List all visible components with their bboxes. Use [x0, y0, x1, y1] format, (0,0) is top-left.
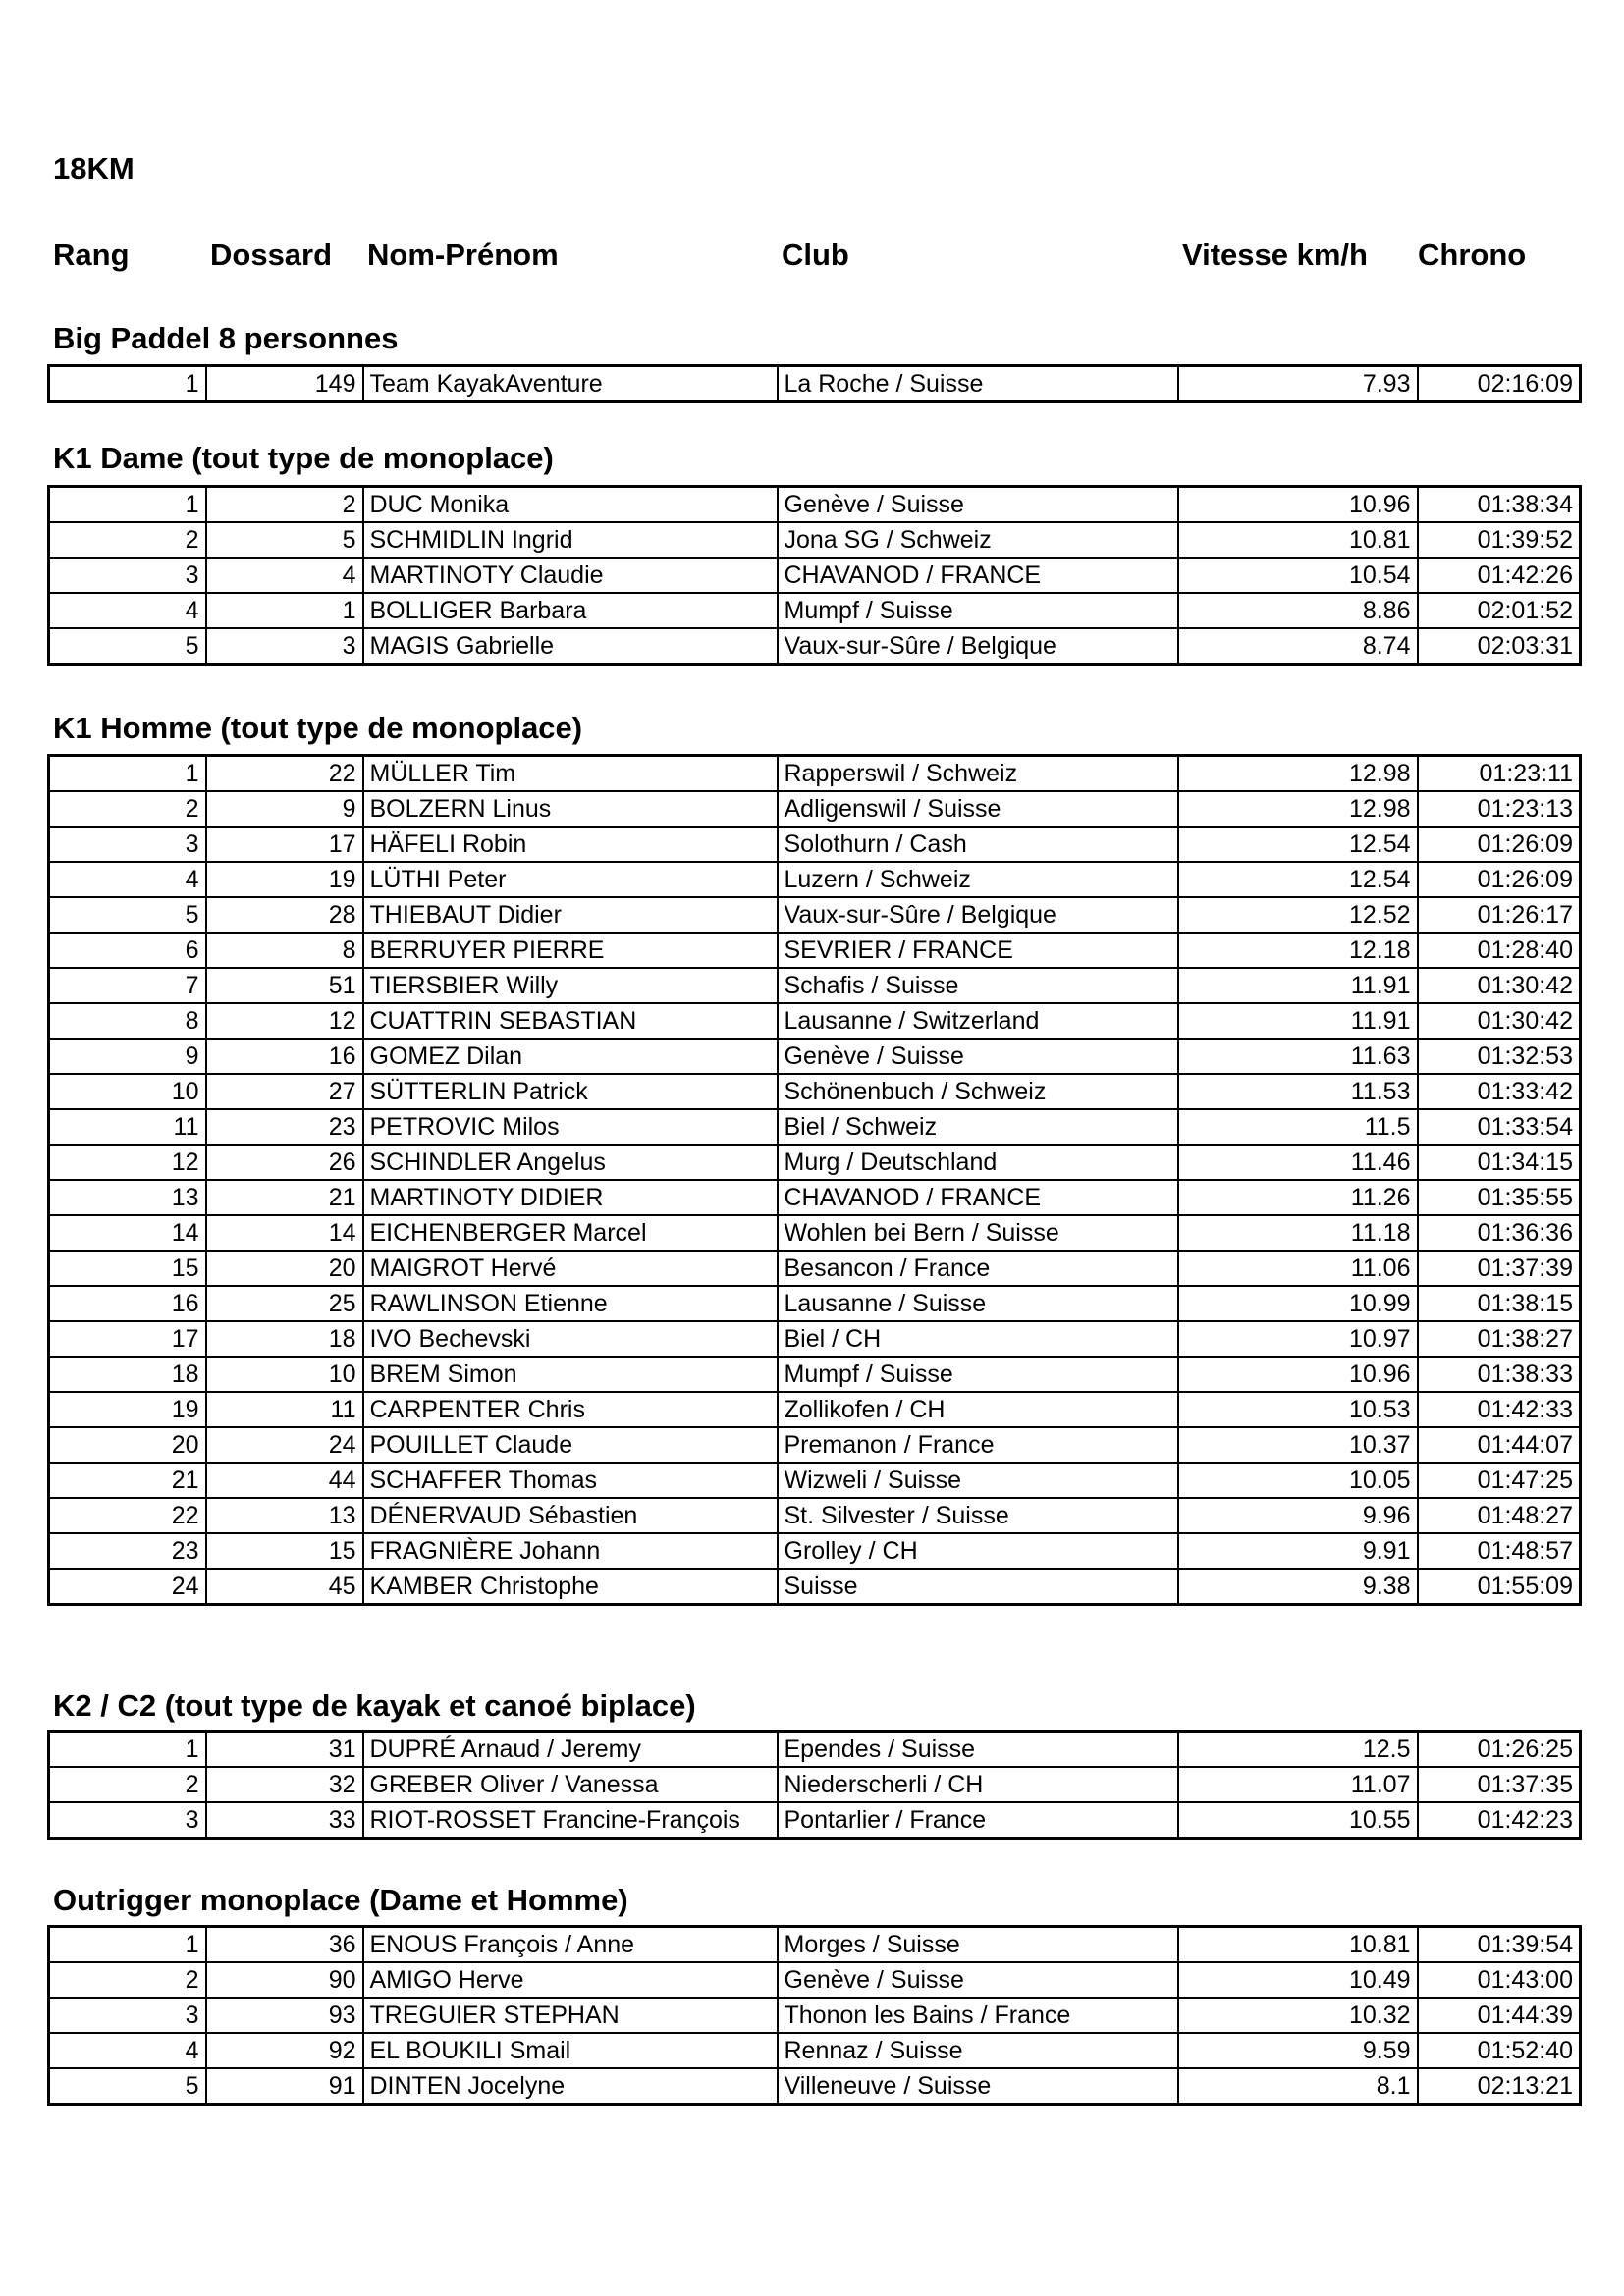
club-cell: Villeneuve / Suisse: [778, 2068, 1178, 2105]
table-row: [49, 1003, 1581, 1039]
club-cell: Niederscherli / CH: [778, 1767, 1178, 1802]
table-row: [49, 628, 1581, 665]
speed-cell: 7.93: [1178, 366, 1418, 402]
club-cell: Vaux-sur-Sûre / Belgique: [778, 628, 1178, 665]
table-row: [49, 2068, 1581, 2105]
name-cell: DUC Monika: [363, 487, 778, 523]
bib-cell: 15: [206, 1533, 363, 1569]
club-cell: St. Silvester / Suisse: [778, 1498, 1178, 1533]
time-cell: 01:34:15: [1418, 1145, 1581, 1180]
name-cell: MARTINOTY Claudie: [363, 558, 778, 593]
name-cell: PETROVIC Milos: [363, 1109, 778, 1145]
table-row: [49, 1392, 1581, 1427]
club-cell: SEVRIER / FRANCE: [778, 933, 1178, 968]
name-cell: MÜLLER Tim: [363, 756, 778, 792]
speed-cell: 11.53: [1178, 1074, 1418, 1109]
name-cell: MAIGROT Hervé: [363, 1251, 778, 1286]
club-cell: Schafis / Suisse: [778, 968, 1178, 1003]
club-cell: Ependes / Suisse: [778, 1732, 1178, 1768]
bib-cell: 1: [206, 593, 363, 628]
speed-cell: 11.18: [1178, 1215, 1418, 1251]
bib-cell: 26: [206, 1145, 363, 1180]
rank-cell: 5: [49, 628, 206, 665]
speed-cell: 11.91: [1178, 968, 1418, 1003]
rank-cell: 7: [49, 968, 206, 1003]
speed-cell: 10.96: [1178, 487, 1418, 523]
club-cell: La Roche / Suisse: [778, 366, 1178, 402]
rank-cell: 16: [49, 1286, 206, 1321]
header-nom: Nom-Prénom: [367, 238, 559, 272]
name-cell: MAGIS Gabrielle: [363, 628, 778, 665]
name-cell: EL BOUKILI Smail: [363, 2033, 778, 2068]
speed-cell: 11.26: [1178, 1180, 1418, 1215]
rank-cell: 1: [49, 1927, 206, 1963]
speed-cell: 10.05: [1178, 1463, 1418, 1498]
rank-cell: 14: [49, 1215, 206, 1251]
time-cell: 01:42:26: [1418, 558, 1581, 593]
club-cell: Biel / CH: [778, 1321, 1178, 1357]
table-row: [49, 1357, 1581, 1392]
table-row: [49, 593, 1581, 628]
club-cell: Biel / Schweiz: [778, 1109, 1178, 1145]
rank-cell: 18: [49, 1357, 206, 1392]
club-cell: Lausanne / Suisse: [778, 1286, 1178, 1321]
rank-cell: 3: [49, 558, 206, 593]
rank-cell: 20: [49, 1427, 206, 1463]
table-row: [49, 1109, 1581, 1145]
time-cell: 01:33:54: [1418, 1109, 1581, 1145]
club-cell: Suisse: [778, 1569, 1178, 1605]
name-cell: SCHAFFER Thomas: [363, 1463, 778, 1498]
results-table: [47, 485, 1582, 666]
bib-cell: 33: [206, 1802, 363, 1839]
name-cell: BOLZERN Linus: [363, 791, 778, 827]
club-cell: Premanon / France: [778, 1427, 1178, 1463]
rank-cell: 12: [49, 1145, 206, 1180]
club-cell: Genève / Suisse: [778, 1039, 1178, 1074]
time-cell: 01:38:34: [1418, 487, 1581, 523]
name-cell: DINTEN Jocelyne: [363, 2068, 778, 2105]
time-cell: 01:32:53: [1418, 1039, 1581, 1074]
club-cell: Grolley / CH: [778, 1533, 1178, 1569]
name-cell: RIOT-ROSSET Francine-François: [363, 1802, 778, 1839]
speed-cell: 10.96: [1178, 1357, 1418, 1392]
rank-cell: 5: [49, 2068, 206, 2105]
header-vitesse: Vitesse km/h: [1182, 238, 1368, 272]
speed-cell: 10.99: [1178, 1286, 1418, 1321]
section-title: Big Paddel 8 personnes: [53, 321, 399, 355]
speed-cell: 12.98: [1178, 791, 1418, 827]
rank-cell: 13: [49, 1180, 206, 1215]
table-row: [49, 1802, 1581, 1839]
speed-cell: 11.63: [1178, 1039, 1418, 1074]
bib-cell: 8: [206, 933, 363, 968]
name-cell: SCHINDLER Angelus: [363, 1145, 778, 1180]
bib-cell: 91: [206, 2068, 363, 2105]
results-table: [47, 1925, 1582, 2106]
club-cell: Jona SG / Schweiz: [778, 522, 1178, 558]
name-cell: BOLLIGER Barbara: [363, 593, 778, 628]
bib-cell: 28: [206, 897, 363, 933]
bib-cell: 20: [206, 1251, 363, 1286]
speed-cell: 10.49: [1178, 1962, 1418, 1998]
table-row: [49, 1286, 1581, 1321]
table-row: [49, 1533, 1581, 1569]
rank-cell: 1: [49, 1732, 206, 1768]
rank-cell: 11: [49, 1109, 206, 1145]
header-chrono: Chrono: [1418, 238, 1527, 272]
bib-cell: 32: [206, 1767, 363, 1802]
name-cell: BERRUYER PIERRE: [363, 933, 778, 968]
table-row: [49, 1427, 1581, 1463]
rank-cell: 6: [49, 933, 206, 968]
time-cell: 01:37:35: [1418, 1767, 1581, 1802]
rank-cell: 1: [49, 487, 206, 523]
bib-cell: 3: [206, 628, 363, 665]
name-cell: TREGUIER STEPHAN: [363, 1998, 778, 2033]
rank-cell: 4: [49, 593, 206, 628]
time-cell: 01:39:52: [1418, 522, 1581, 558]
club-cell: Genève / Suisse: [778, 1962, 1178, 1998]
bib-cell: 19: [206, 862, 363, 897]
rank-cell: 2: [49, 522, 206, 558]
time-cell: 01:52:40: [1418, 2033, 1581, 2068]
bib-cell: 17: [206, 827, 363, 862]
club-cell: Murg / Deutschland: [778, 1145, 1178, 1180]
name-cell: EICHENBERGER Marcel: [363, 1215, 778, 1251]
section-title: K2 / C2 (tout type de kayak et canoé biplace): [53, 1688, 696, 1723]
rank-cell: 1: [49, 366, 206, 402]
club-cell: CHAVANOD / FRANCE: [778, 558, 1178, 593]
name-cell: DÉNERVAUD Sébastien: [363, 1498, 778, 1533]
table-row: [49, 1732, 1581, 1768]
header-club: Club: [782, 238, 849, 272]
name-cell: KAMBER Christophe: [363, 1569, 778, 1605]
speed-cell: 10.37: [1178, 1427, 1418, 1463]
time-cell: 01:28:40: [1418, 933, 1581, 968]
speed-cell: 11.46: [1178, 1145, 1418, 1180]
time-cell: 01:47:25: [1418, 1463, 1581, 1498]
rank-cell: 24: [49, 1569, 206, 1605]
speed-cell: 12.18: [1178, 933, 1418, 968]
time-cell: 01:23:11: [1418, 756, 1581, 792]
table-row: [49, 2033, 1581, 2068]
table-row: [49, 366, 1581, 402]
table-row: [49, 1569, 1581, 1605]
table-row: [49, 1962, 1581, 1998]
time-cell: 02:13:21: [1418, 2068, 1581, 2105]
name-cell: RAWLINSON Etienne: [363, 1286, 778, 1321]
time-cell: 01:38:15: [1418, 1286, 1581, 1321]
club-cell: CHAVANOD / FRANCE: [778, 1180, 1178, 1215]
speed-cell: 10.97: [1178, 1321, 1418, 1357]
time-cell: 01:23:13: [1418, 791, 1581, 827]
speed-cell: 12.54: [1178, 862, 1418, 897]
club-cell: Pontarlier / France: [778, 1802, 1178, 1839]
club-cell: Zollikofen / CH: [778, 1392, 1178, 1427]
table-row: [49, 1998, 1581, 2033]
club-cell: Schönenbuch / Schweiz: [778, 1074, 1178, 1109]
speed-cell: 12.5: [1178, 1732, 1418, 1768]
rank-cell: 9: [49, 1039, 206, 1074]
table-row: [49, 1498, 1581, 1533]
rank-cell: 21: [49, 1463, 206, 1498]
speed-cell: 9.38: [1178, 1569, 1418, 1605]
rank-cell: 15: [49, 1251, 206, 1286]
bib-cell: 12: [206, 1003, 363, 1039]
time-cell: 01:48:27: [1418, 1498, 1581, 1533]
rank-cell: 3: [49, 1998, 206, 2033]
results-table: [47, 1730, 1582, 1840]
speed-cell: 12.54: [1178, 827, 1418, 862]
results-table: [47, 364, 1582, 403]
section-title: K1 Dame (tout type de monoplace): [53, 441, 554, 475]
club-cell: Mumpf / Suisse: [778, 593, 1178, 628]
table-row: [49, 933, 1581, 968]
club-cell: Thonon les Bains / France: [778, 1998, 1178, 2033]
name-cell: CARPENTER Chris: [363, 1392, 778, 1427]
table-row: [49, 1767, 1581, 1802]
header-rang: Rang: [53, 238, 130, 272]
bib-cell: 149: [206, 366, 363, 402]
speed-cell: 10.53: [1178, 1392, 1418, 1427]
bib-cell: 21: [206, 1180, 363, 1215]
time-cell: 01:38:27: [1418, 1321, 1581, 1357]
club-cell: Rapperswil / Schweiz: [778, 756, 1178, 792]
time-cell: 01:30:42: [1418, 968, 1581, 1003]
table-row: [49, 487, 1581, 523]
rank-cell: 2: [49, 791, 206, 827]
table-row: [49, 522, 1581, 558]
name-cell: IVO Bechevski: [363, 1321, 778, 1357]
name-cell: GREBER Oliver / Vanessa: [363, 1767, 778, 1802]
bib-cell: 2: [206, 487, 363, 523]
rank-cell: 4: [49, 862, 206, 897]
section-title: Outrigger monoplace (Dame et Homme): [53, 1883, 628, 1917]
time-cell: 01:36:36: [1418, 1215, 1581, 1251]
speed-cell: 8.1: [1178, 2068, 1418, 2105]
rank-cell: 3: [49, 1802, 206, 1839]
bib-cell: 16: [206, 1039, 363, 1074]
time-cell: 01:26:17: [1418, 897, 1581, 933]
page-title: 18KM: [53, 151, 135, 186]
time-cell: 01:38:33: [1418, 1357, 1581, 1392]
bib-cell: 18: [206, 1321, 363, 1357]
name-cell: BREM Simon: [363, 1357, 778, 1392]
club-cell: Wohlen bei Bern / Suisse: [778, 1215, 1178, 1251]
time-cell: 01:33:42: [1418, 1074, 1581, 1109]
name-cell: POUILLET Claude: [363, 1427, 778, 1463]
speed-cell: 9.96: [1178, 1498, 1418, 1533]
bib-cell: 24: [206, 1427, 363, 1463]
time-cell: 01:30:42: [1418, 1003, 1581, 1039]
table-row: [49, 968, 1581, 1003]
speed-cell: 11.06: [1178, 1251, 1418, 1286]
rank-cell: 2: [49, 1962, 206, 1998]
bib-cell: 27: [206, 1074, 363, 1109]
bib-cell: 51: [206, 968, 363, 1003]
name-cell: GOMEZ Dilan: [363, 1039, 778, 1074]
rank-cell: 1: [49, 756, 206, 792]
table-row: [49, 897, 1581, 933]
table-row: [49, 1321, 1581, 1357]
name-cell: LÜTHI Peter: [363, 862, 778, 897]
speed-cell: 10.55: [1178, 1802, 1418, 1839]
bib-cell: 36: [206, 1927, 363, 1963]
time-cell: 01:42:33: [1418, 1392, 1581, 1427]
rank-cell: 10: [49, 1074, 206, 1109]
time-cell: 01:26:09: [1418, 862, 1581, 897]
time-cell: 02:16:09: [1418, 366, 1581, 402]
table-row: [49, 791, 1581, 827]
name-cell: AMIGO Herve: [363, 1962, 778, 1998]
table-row: [49, 1251, 1581, 1286]
club-cell: Wizweli / Suisse: [778, 1463, 1178, 1498]
header-dossard: Dossard: [210, 238, 333, 272]
speed-cell: 10.54: [1178, 558, 1418, 593]
club-cell: Genève / Suisse: [778, 487, 1178, 523]
club-cell: Adligenswil / Suisse: [778, 791, 1178, 827]
bib-cell: 25: [206, 1286, 363, 1321]
table-row: [49, 862, 1581, 897]
table-row: [49, 1215, 1581, 1251]
name-cell: Team KayakAventure: [363, 366, 778, 402]
club-cell: Vaux-sur-Sûre / Belgique: [778, 897, 1178, 933]
club-cell: Lausanne / Switzerland: [778, 1003, 1178, 1039]
club-cell: Mumpf / Suisse: [778, 1357, 1178, 1392]
bib-cell: 14: [206, 1215, 363, 1251]
bib-cell: 31: [206, 1732, 363, 1768]
speed-cell: 12.52: [1178, 897, 1418, 933]
bib-cell: 5: [206, 522, 363, 558]
table-row: [49, 827, 1581, 862]
speed-cell: 9.91: [1178, 1533, 1418, 1569]
time-cell: 02:01:52: [1418, 593, 1581, 628]
time-cell: 01:26:09: [1418, 827, 1581, 862]
time-cell: 01:44:39: [1418, 1998, 1581, 2033]
table-row: [49, 1074, 1581, 1109]
time-cell: 01:35:55: [1418, 1180, 1581, 1215]
speed-cell: 8.86: [1178, 593, 1418, 628]
name-cell: THIEBAUT Didier: [363, 897, 778, 933]
table-row: [49, 1145, 1581, 1180]
rank-cell: 3: [49, 827, 206, 862]
time-cell: 02:03:31: [1418, 628, 1581, 665]
speed-cell: 10.81: [1178, 522, 1418, 558]
speed-cell: 9.59: [1178, 2033, 1418, 2068]
name-cell: FRAGNIÈRE Johann: [363, 1533, 778, 1569]
speed-cell: 12.98: [1178, 756, 1418, 792]
results-table: [47, 754, 1582, 1606]
bib-cell: 4: [206, 558, 363, 593]
bib-cell: 10: [206, 1357, 363, 1392]
speed-cell: 11.5: [1178, 1109, 1418, 1145]
name-cell: ENOUS François / Anne: [363, 1927, 778, 1963]
bib-cell: 93: [206, 1998, 363, 2033]
rank-cell: 19: [49, 1392, 206, 1427]
name-cell: SCHMIDLIN Ingrid: [363, 522, 778, 558]
time-cell: 01:37:39: [1418, 1251, 1581, 1286]
rank-cell: 4: [49, 2033, 206, 2068]
club-cell: Luzern / Schweiz: [778, 862, 1178, 897]
table-row: [49, 1039, 1581, 1074]
club-cell: Solothurn / Cash: [778, 827, 1178, 862]
speed-cell: 11.07: [1178, 1767, 1418, 1802]
section-title: K1 Homme (tout type de monoplace): [53, 711, 583, 745]
speed-cell: 10.32: [1178, 1998, 1418, 2033]
rank-cell: 23: [49, 1533, 206, 1569]
name-cell: TIERSBIER Willy: [363, 968, 778, 1003]
bib-cell: 11: [206, 1392, 363, 1427]
rank-cell: 22: [49, 1498, 206, 1533]
table-row: [49, 558, 1581, 593]
name-cell: MARTINOTY DIDIER: [363, 1180, 778, 1215]
name-cell: SÜTTERLIN Patrick: [363, 1074, 778, 1109]
time-cell: 01:39:54: [1418, 1927, 1581, 1963]
table-row: [49, 1927, 1581, 1963]
time-cell: 01:42:23: [1418, 1802, 1581, 1839]
time-cell: 01:43:00: [1418, 1962, 1581, 1998]
time-cell: 01:48:57: [1418, 1533, 1581, 1569]
speed-cell: 8.74: [1178, 628, 1418, 665]
name-cell: DUPRÉ Arnaud / Jeremy: [363, 1732, 778, 1768]
club-cell: Rennaz / Suisse: [778, 2033, 1178, 2068]
table-row: [49, 1180, 1581, 1215]
speed-cell: 10.81: [1178, 1927, 1418, 1963]
rank-cell: 2: [49, 1767, 206, 1802]
bib-cell: 9: [206, 791, 363, 827]
speed-cell: 11.91: [1178, 1003, 1418, 1039]
bib-cell: 90: [206, 1962, 363, 1998]
time-cell: 01:44:07: [1418, 1427, 1581, 1463]
bib-cell: 44: [206, 1463, 363, 1498]
time-cell: 01:55:09: [1418, 1569, 1581, 1605]
bib-cell: 45: [206, 1569, 363, 1605]
time-cell: 01:26:25: [1418, 1732, 1581, 1768]
bib-cell: 13: [206, 1498, 363, 1533]
bib-cell: 23: [206, 1109, 363, 1145]
club-cell: Morges / Suisse: [778, 1927, 1178, 1963]
rank-cell: 5: [49, 897, 206, 933]
name-cell: CUATTRIN SEBASTIAN: [363, 1003, 778, 1039]
table-row: [49, 1463, 1581, 1498]
rank-cell: 17: [49, 1321, 206, 1357]
rank-cell: 8: [49, 1003, 206, 1039]
club-cell: Besancon / France: [778, 1251, 1178, 1286]
name-cell: HÄFELI Robin: [363, 827, 778, 862]
bib-cell: 22: [206, 756, 363, 792]
bib-cell: 92: [206, 2033, 363, 2068]
table-row: [49, 756, 1581, 792]
